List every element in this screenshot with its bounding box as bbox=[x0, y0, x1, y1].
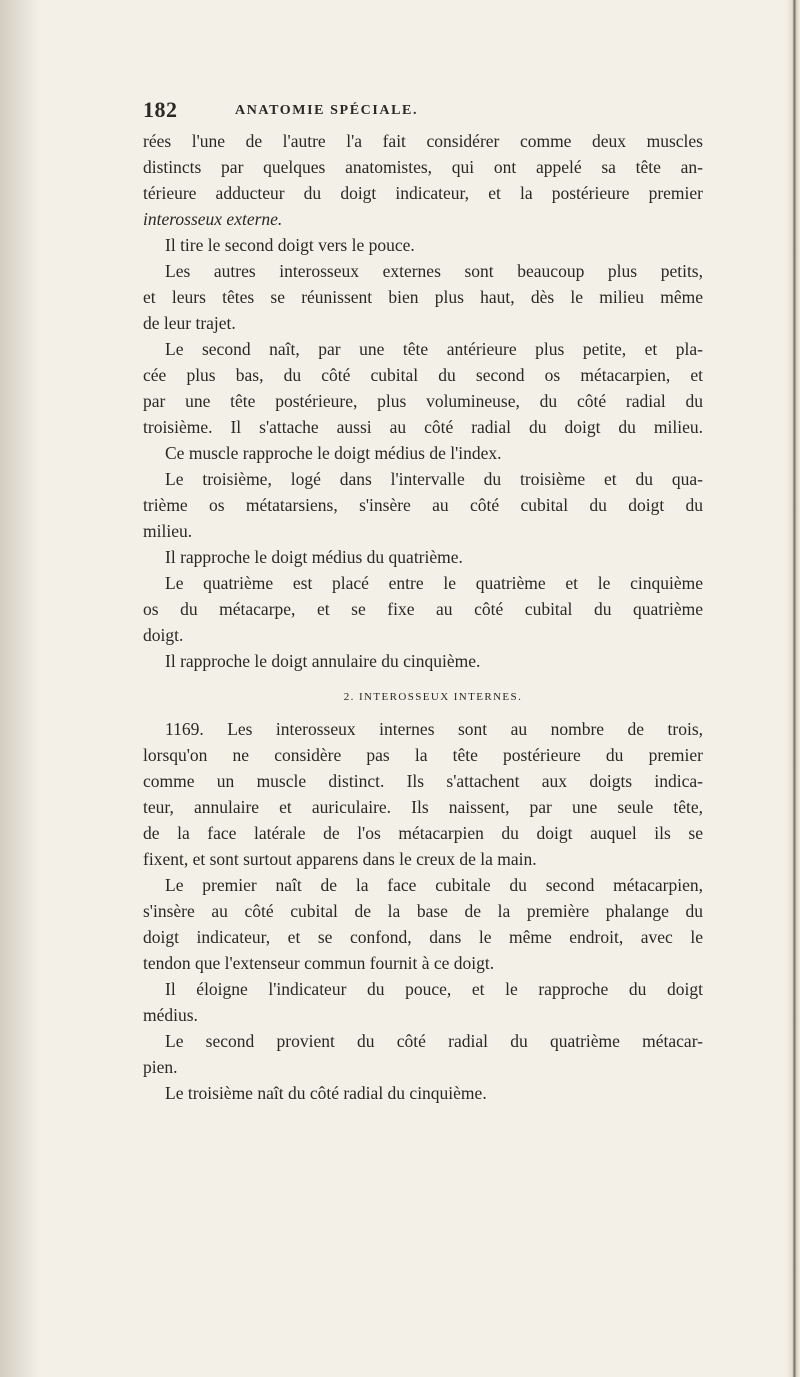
text-line: trième os métatarsiens, s'insère au côté cubital du doigt du bbox=[143, 495, 703, 515]
text-line: térieure adducteur du doigt indicateur, et la postérieure premier bbox=[143, 183, 703, 203]
page-number: 182 bbox=[143, 97, 178, 122]
text-line: fixent, et sont surtout apparens dans le creux de la main. bbox=[143, 849, 537, 869]
paragraph bbox=[143, 648, 703, 674]
paragraph bbox=[143, 1080, 703, 1106]
section-gap bbox=[143, 708, 703, 716]
text-line: Il rapproche le doigt annulaire du cinquième. bbox=[165, 651, 481, 671]
section-title: 2. INTEROSSEUX INTERNES. bbox=[343, 691, 523, 703]
text-line: comme un muscle distinct. Ils s'attachent aux doigts indica- bbox=[143, 771, 703, 791]
text-line: lorsqu'on ne considère pas la tête postérieure du premier bbox=[143, 745, 703, 765]
paragraph bbox=[143, 258, 703, 336]
text-line: rées l'une de l'autre l'a fait considérer comme deux muscles bbox=[143, 131, 703, 151]
paragraph bbox=[143, 466, 703, 544]
text-line: Les autres interosseux externes sont beaucoup plus petits, bbox=[165, 261, 703, 281]
paragraph bbox=[143, 128, 703, 232]
paragraph bbox=[143, 232, 703, 258]
text-line: troisième. Il s'attache aussi au côté radial du doigt du milieu. bbox=[143, 417, 703, 437]
paragraph bbox=[143, 570, 703, 648]
text-line: pien. bbox=[143, 1057, 178, 1077]
paragraph bbox=[143, 440, 703, 466]
paragraph bbox=[143, 872, 703, 976]
text-line: Le second naît, par une tête antérieure plus petite, et pla- bbox=[165, 339, 703, 359]
text-line: 1169. Les interosseux internes sont au nombre de trois, bbox=[165, 719, 703, 739]
text-line: de leur trajet. bbox=[143, 313, 236, 333]
text-line: Le troisième, logé dans l'intervalle du troisième et du qua- bbox=[165, 469, 703, 489]
paragraph bbox=[143, 544, 703, 570]
paragraph bbox=[143, 976, 703, 1028]
text-line: s'insère au côté cubital de la base de la première phalange du bbox=[143, 901, 703, 921]
text-line: Le premier naît de la face cubitale du second métacarpien, bbox=[165, 875, 703, 895]
text-line: Il rapproche le doigt médius du quatrième. bbox=[165, 547, 463, 567]
text-line: os du métacarpe, et se fixe au côté cubital du quatrième bbox=[143, 599, 703, 619]
page-edge bbox=[786, 0, 800, 1377]
text-line: milieu. bbox=[143, 521, 193, 541]
paragraph bbox=[143, 336, 703, 440]
text-line: et leurs têtes se réunissent bien plus haut, dès le milieu même bbox=[143, 287, 703, 307]
body-text bbox=[143, 128, 703, 1106]
page-shadow bbox=[0, 0, 40, 1377]
text-line: interosseux externe. bbox=[143, 209, 283, 229]
text-line: tendon que l'extenseur commun fournit à ce doigt. bbox=[143, 953, 495, 973]
text-line: doigt indicateur, et se confond, dans le même endroit, avec le bbox=[143, 927, 703, 947]
text-line: Le second provient du côté radial du quatrième métacar- bbox=[165, 1031, 703, 1051]
text-line: Il éloigne l'indicateur du pouce, et le rapproche du doigt bbox=[165, 979, 703, 999]
page-header bbox=[143, 97, 703, 127]
text-line: de la face latérale de l'os métacarpien du doigt auquel ils se bbox=[143, 823, 703, 843]
text-line: médius. bbox=[143, 1005, 198, 1025]
paragraph bbox=[143, 716, 703, 872]
text-line: Ce muscle rapproche le doigt médius de l'index. bbox=[165, 443, 502, 463]
running-head: ANATOMIE SPÉCIALE. bbox=[235, 103, 419, 118]
text-line: par une tête postérieure, plus volumineuse, du côté radial du bbox=[143, 391, 703, 411]
paragraph bbox=[143, 1028, 703, 1080]
text-line: Le quatrième est placé entre le quatrième et le cinquième bbox=[165, 573, 703, 593]
text-line: teur, annulaire et auriculaire. Ils naissent, par une seule tête, bbox=[143, 797, 703, 817]
text-line: doigt. bbox=[143, 625, 184, 645]
text-line: Le troisième naît du côté radial du cinquième. bbox=[165, 1083, 487, 1103]
text-line: cée plus bas, du côté cubital du second os métacarpien, et bbox=[143, 365, 703, 385]
text-line: Il tire le second doigt vers le pouce. bbox=[165, 235, 415, 255]
text-line: distincts par quelques anatomistes, qui ont appelé sa tête an- bbox=[143, 157, 703, 177]
